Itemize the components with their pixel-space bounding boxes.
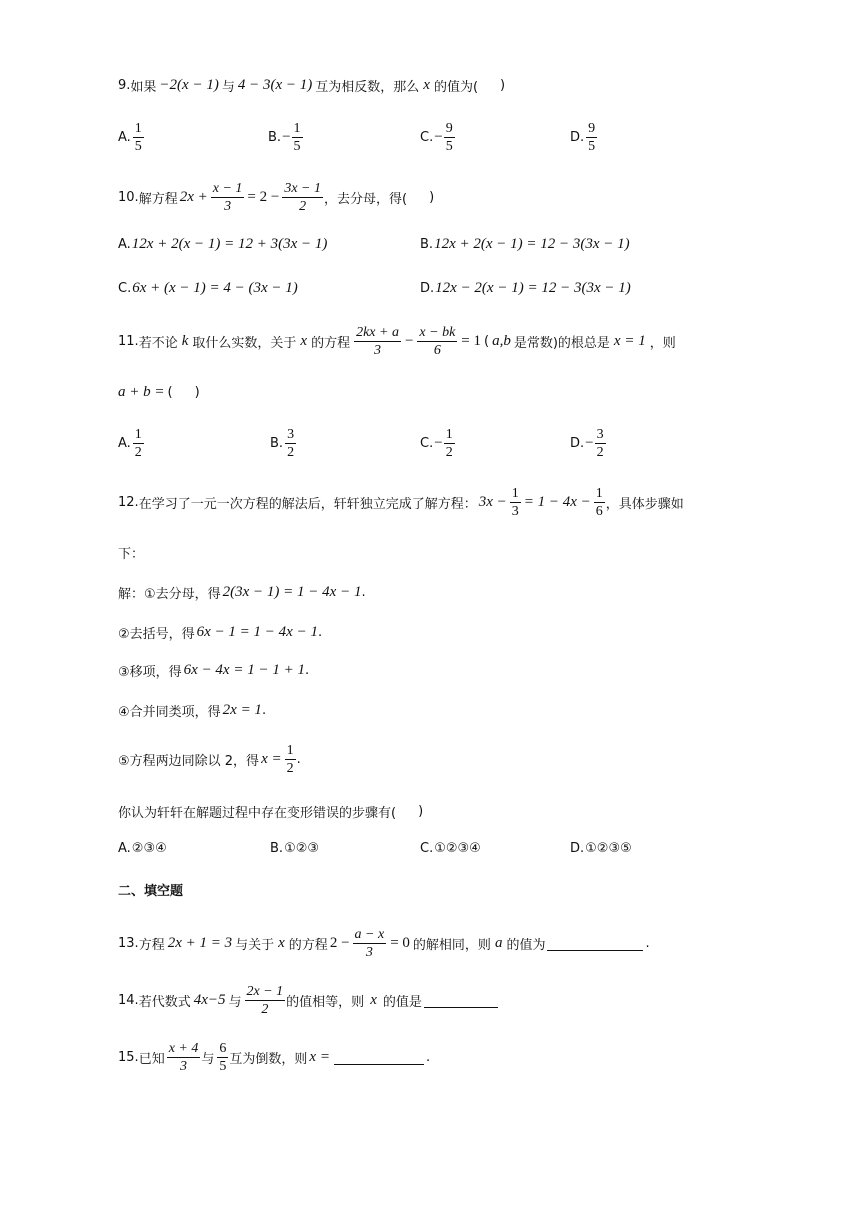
option-b (268, 120, 304, 155)
question-text: 的值是 (382, 995, 422, 1010)
option-label: D. (570, 841, 585, 856)
question-text: 方程 (138, 938, 165, 953)
section-heading: 二、填空题 (118, 884, 184, 899)
math-expression: 2x + 1 = 3 (167, 935, 233, 951)
question-text: ( (484, 334, 490, 349)
math-expression: 4 − 3(x − 1) (237, 77, 313, 93)
step-text: ②去括号，得 (118, 627, 195, 642)
option-label: D. (570, 130, 585, 145)
question-text: 下： (118, 547, 145, 562)
option-label: A. (118, 841, 131, 856)
fraction: $\frac{2kx + a}{3}$ (356, 325, 399, 358)
step-3 (118, 661, 309, 680)
step-expression: 2x = 1 (222, 702, 262, 718)
option-c (420, 841, 481, 856)
question-text: 的值为( (433, 80, 479, 95)
question-14 (118, 983, 500, 1018)
math-expression: = 0 (390, 935, 410, 951)
option-label: D. (570, 436, 585, 451)
question-text: ，则 (649, 336, 676, 351)
fraction: $\frac{a - x}{3}$ (354, 927, 385, 960)
step-expression: 2(3x − 1) = 1 − 4x − 1 (222, 584, 362, 600)
question-9 (118, 76, 505, 95)
math-expression: −2(x − 1) (159, 77, 219, 93)
option-label: C. (118, 281, 132, 296)
option-c (420, 120, 456, 155)
option-text: ①②③④ (434, 841, 481, 856)
math-operator: − (404, 333, 414, 349)
question-15 (118, 1040, 430, 1075)
option-d (420, 280, 631, 297)
step-4 (118, 701, 266, 720)
math-expression: 3x − (478, 494, 507, 510)
answer-blank[interactable] (547, 936, 643, 951)
fraction: $\frac{9}{5}$ (445, 121, 453, 154)
step-text: 解：①去分母，得 (118, 587, 221, 602)
fraction: $\frac{1}{5}$ (293, 121, 301, 154)
answer-paren: ) (194, 385, 200, 400)
fraction: $\frac{6}{5}$ (219, 1041, 227, 1074)
option-label: A. (118, 130, 131, 145)
option-sign: − (434, 435, 443, 451)
math-variable: k (181, 333, 189, 349)
step-text: ④合并同类项，得 (118, 705, 221, 720)
question-text: 如果 (130, 80, 157, 95)
step-1 (118, 583, 366, 602)
step-period: . (361, 585, 366, 600)
question-text: 互为倒数，则 (229, 1052, 308, 1067)
step-period: . (317, 625, 323, 640)
option-sign: − (434, 129, 443, 145)
fraction: $\frac{1}{3}$ (511, 486, 519, 519)
fraction: $\frac{1}{2}$ (445, 427, 453, 460)
option-a (118, 426, 145, 461)
option-expression: 6x + (x − 1) = 4 − (3x − 1) (132, 280, 298, 296)
fraction: $\frac{9}{5}$ (588, 121, 596, 154)
question-text: ，去分母，得( (324, 192, 408, 207)
fraction: $\frac{1}{2}$ (134, 427, 142, 460)
option-label: B. (270, 841, 284, 856)
option-a (118, 120, 145, 155)
step-period: . (261, 703, 267, 718)
question-10 (118, 180, 434, 215)
step-expression: 6x − 1 = 1 − 4x − 1 (196, 624, 318, 640)
question-text: 取什么实数，关于 (192, 336, 297, 351)
step-text: ⑤方程两边同除以 2，得 (118, 754, 260, 769)
fraction: $\frac{3}{2}$ (596, 427, 604, 460)
fraction: $\frac{1}{5}$ (134, 121, 142, 154)
option-sign: − (585, 435, 594, 451)
math-variable: x (370, 992, 377, 1008)
option-label: B. (268, 130, 282, 145)
math-expression: x = 1 (613, 333, 646, 349)
question-text: ( (167, 385, 173, 400)
end-period: . (425, 1050, 431, 1065)
question-text: ，具体步骤如 (605, 497, 684, 512)
option-c (118, 280, 298, 297)
option-sign: − (282, 129, 291, 145)
question-text: 的解相同，则 (412, 938, 491, 953)
step-5 (118, 742, 301, 777)
end-period: . (645, 936, 650, 951)
math-variable: a,b (492, 333, 511, 349)
option-label: B. (420, 237, 434, 252)
question-number: 10. (118, 190, 139, 205)
question-text: 与 (201, 1052, 215, 1067)
step-2 (118, 623, 322, 642)
step-period: . (296, 752, 301, 767)
question-text: 的值为 (506, 938, 546, 953)
answer-paren: ) (418, 804, 424, 819)
math-variable: x (278, 935, 285, 951)
math-expression: a + b = (118, 384, 165, 400)
answer-blank[interactable] (334, 1050, 424, 1065)
question-12-ask (118, 802, 423, 821)
option-text: ②③④ (131, 841, 167, 856)
math-expression: 2 − (329, 935, 350, 951)
option-text: ①②③ (284, 841, 320, 856)
fraction: $\frac{1}{2}$ (286, 743, 294, 776)
question-text: 解方程 (138, 192, 178, 207)
option-expression: 12x − 2(x − 1) = 12 − 3(3x − 1) (435, 280, 631, 296)
math-variable: a (494, 935, 503, 951)
math-expression: = 1 − 4x − (523, 494, 591, 510)
option-label: D. (420, 281, 435, 296)
option-b (420, 236, 630, 253)
question-text: 与 (228, 995, 242, 1010)
step-period: . (304, 663, 310, 678)
question-12 (118, 485, 684, 520)
question-11-line-2 (118, 384, 200, 401)
question-text: 与关于 (235, 938, 275, 953)
question-12-line-2 (118, 543, 144, 562)
option-b (270, 426, 297, 461)
step-text: ③移项，得 (118, 665, 182, 680)
step-expression: 6x − 4x = 1 − 1 + 1 (183, 662, 305, 678)
question-13 (118, 926, 650, 961)
option-a (118, 841, 167, 856)
question-number: 14. (118, 993, 139, 1008)
fraction: $\frac{x - bk}{6}$ (419, 325, 456, 358)
fraction: $\frac{3}{2}$ (287, 427, 295, 460)
option-label: A. (118, 237, 131, 252)
option-d (570, 841, 632, 856)
answer-paren: ) (500, 78, 506, 93)
step-expression: x = (261, 751, 282, 767)
question-number: 11. (118, 334, 139, 349)
question-text: 与 (221, 80, 235, 95)
option-d (570, 426, 607, 461)
question-text: 你认为轩轩在解题过程中存在变形错误的步骤有( (118, 806, 397, 821)
fraction: $\frac{x - 1}{3}$ (212, 181, 243, 214)
question-text: 互为相反数，那么 (315, 80, 420, 95)
math-expression: = 1 (461, 333, 482, 349)
option-expression: 12x + 2(x − 1) = 12 + 3(3x − 1) (131, 236, 328, 252)
question-11 (118, 324, 676, 359)
option-label: C. (420, 436, 434, 451)
question-text: 的值相等，则 (286, 995, 365, 1010)
option-label: C. (420, 841, 434, 856)
answer-paren: ) (429, 190, 435, 205)
option-b (270, 841, 319, 856)
question-number: 15. (118, 1050, 139, 1065)
math-variable: x (423, 77, 430, 93)
question-number: 13. (118, 936, 139, 951)
math-expression: = 2 − (247, 189, 280, 205)
option-a (118, 236, 327, 253)
option-label: A. (118, 436, 131, 451)
option-label: B. (270, 436, 284, 451)
math-variable: x (300, 333, 308, 349)
option-d (570, 120, 598, 155)
fraction: $\frac{x + 4}{3}$ (168, 1041, 199, 1074)
fraction: $\frac{2x - 1}{2}$ (246, 984, 284, 1017)
answer-blank[interactable] (424, 993, 498, 1008)
math-expression: 2x + (179, 189, 208, 205)
option-text: ①②③⑤ (585, 841, 632, 856)
question-text: 的方程 (311, 336, 351, 351)
question-text: 在学习了一元一次方程的解法后，轩轩独立完成了解方程： (138, 497, 477, 512)
question-text: 若代数式 (138, 995, 191, 1010)
math-expression: 4x−5 (193, 992, 226, 1008)
question-text: 若不论 (138, 336, 178, 351)
question-number: 9. (118, 78, 131, 93)
question-text: 已知 (138, 1052, 165, 1067)
math-expression: x = (309, 1049, 330, 1065)
option-c (420, 426, 456, 461)
question-text: 的方程 (288, 938, 328, 953)
option-label: C. (420, 130, 434, 145)
question-text: 是常数)的根总是 (513, 336, 610, 351)
question-number: 12. (118, 495, 139, 510)
fraction: $\frac{1}{6}$ (595, 486, 603, 519)
option-expression: 12x + 2(x − 1) = 12 − 3(3x − 1) (434, 236, 630, 252)
fraction: $\frac{3x - 1}{2}$ (284, 181, 321, 214)
